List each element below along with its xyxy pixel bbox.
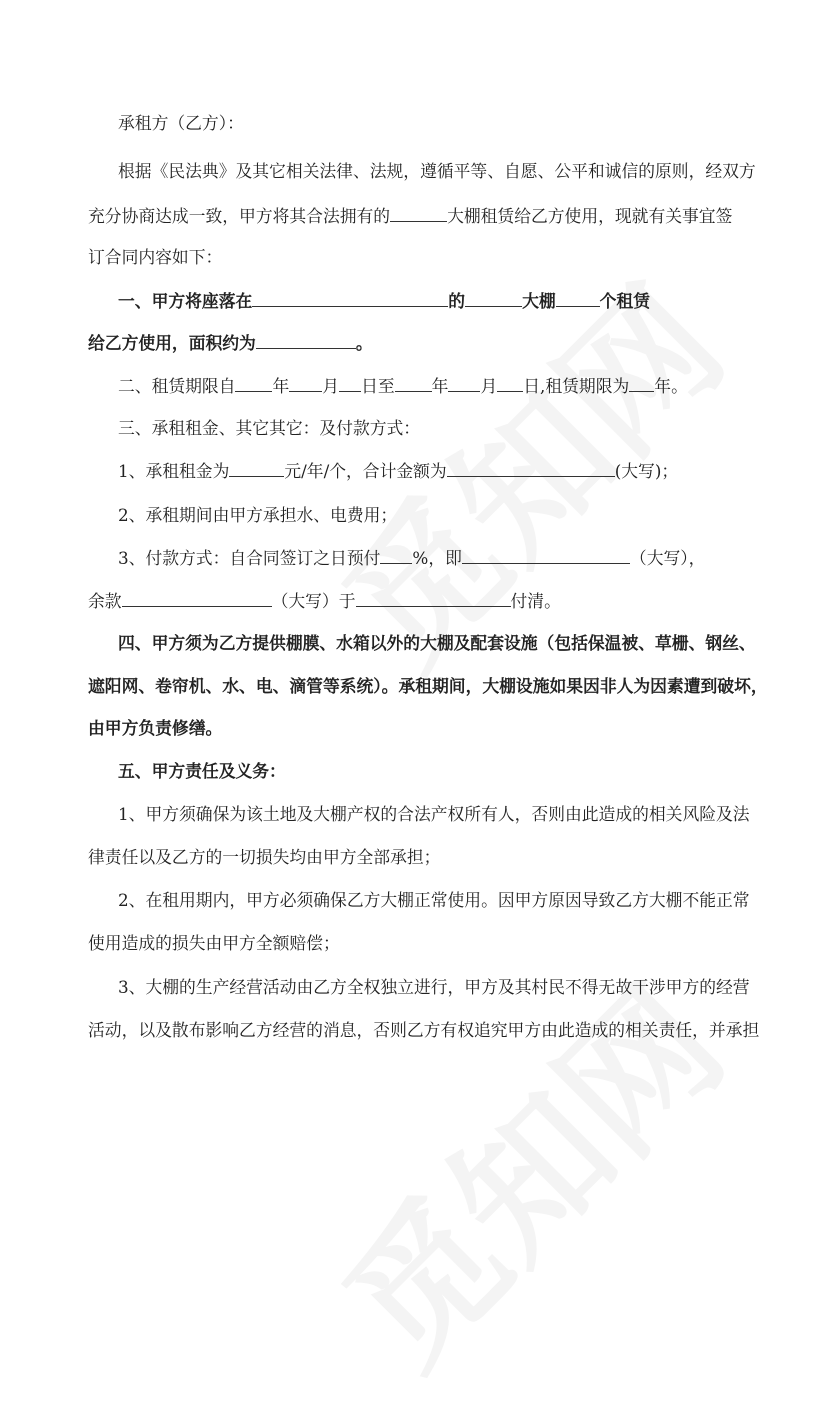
text: 订合同内容如下： (88, 247, 223, 267)
text: 四、甲方须为乙方提供棚膜、水箱以外的大棚及配套设施（包括保温被、草栅、钢丝、 (118, 633, 756, 653)
text: 1、承租租金为 (118, 461, 230, 481)
clause-4 (88, 675, 768, 697)
clause-5-1 (88, 846, 440, 868)
clause-3-heading (118, 417, 420, 439)
type-field[interactable] (465, 289, 522, 307)
preamble-line (88, 204, 732, 227)
rent-field[interactable] (229, 459, 284, 477)
text: 付清。 (510, 591, 561, 611)
text: 元/年/个，合计金额为 (284, 461, 447, 481)
prepay-percent-field[interactable] (380, 546, 412, 564)
clause-1 (118, 289, 650, 312)
text: 使用造成的损失由甲方全额赔偿； (88, 933, 340, 953)
text: 2、在租用期内，甲方必须确保乙方大棚正常使用。因甲方原因导致乙方大棚不能正常 (118, 890, 750, 910)
text: 3、大棚的生产经营活动由乙方全权独立进行，甲方及其村民不得无故干涉甲方的经营 (118, 977, 750, 997)
text: 承租方（乙方）： (118, 113, 244, 133)
text: 。 (355, 333, 373, 353)
clause-5-1 (118, 803, 750, 825)
preamble-line (118, 160, 756, 182)
text: 个租赁 (599, 291, 650, 311)
clause-4 (118, 632, 756, 654)
text: 活动，以及散布影响乙方经营的消息，否则乙方有权追究甲方由此造成的相关责任，并承担 (88, 1020, 760, 1040)
clause-3-2 (118, 504, 397, 526)
text: (大写)； (614, 461, 679, 481)
text: 大棚租赁给乙方使用，现就有关事宜签 (447, 206, 733, 226)
lessee-line (118, 112, 244, 134)
balance-field[interactable] (122, 589, 272, 607)
term-years-field[interactable] (629, 374, 654, 392)
text: 年 (431, 376, 449, 396)
text: （大写）于 (271, 591, 356, 611)
text: 月 (322, 376, 340, 396)
clause-5-3 (88, 1019, 759, 1041)
text: 1、甲方须确保为该土地及大棚产权的合法产权所有人，否则由此造成的相关风险及法 (118, 804, 750, 824)
clause-3-1 (118, 459, 678, 482)
total-amount-field[interactable] (447, 459, 615, 477)
text: 给乙方使用，面积约为 (88, 333, 256, 353)
blank-field[interactable] (390, 204, 447, 222)
prepay-amount-field[interactable] (462, 546, 630, 564)
text: 二、租赁期限自 (118, 376, 236, 396)
balance-date-field[interactable] (356, 589, 511, 607)
preamble-line (88, 246, 222, 268)
area-field[interactable] (256, 331, 356, 349)
start-month-field[interactable] (289, 374, 322, 392)
start-year-field[interactable] (235, 374, 272, 392)
clause-4 (88, 717, 222, 739)
text: %，即 (412, 548, 462, 568)
text: 一、甲方将座落在 (118, 291, 253, 311)
text: 的 (448, 291, 466, 311)
clause-3-3 (118, 546, 705, 569)
text: 年。 (654, 376, 688, 396)
clause-5-heading (118, 760, 286, 782)
clause-1 (88, 331, 373, 354)
clause-5-2 (88, 932, 340, 954)
watermark (290, 933, 761, 1403)
text: 月 (480, 376, 498, 396)
end-month-field[interactable] (448, 374, 480, 392)
text: 遮阳网、卷帘机、水、电、滴管等系统）。承租期间，大棚设施如果因非人为因素遭到破坏， (88, 676, 768, 696)
end-year-field[interactable] (395, 374, 432, 392)
text: 律责任以及乙方的一切损失均由甲方全部承担； (88, 847, 441, 867)
text: 余款 (88, 591, 122, 611)
location-field[interactable] (252, 289, 448, 307)
text: 充分协商达成一致，甲方将其合法拥有的 (88, 206, 391, 226)
text: 年 (272, 376, 290, 396)
text: 日至 (361, 376, 395, 396)
end-day-field[interactable] (497, 374, 523, 392)
clause-5-3 (118, 976, 750, 998)
text: 大棚 (522, 291, 556, 311)
text: 日,租赁期限为 (523, 376, 630, 396)
text: 五、甲方责任及义务： (118, 761, 286, 781)
text: （大写）， (629, 548, 706, 568)
clause-5-2 (118, 889, 750, 911)
text: 根据《民法典》及其它相关法律、法规，遵循平等、自愿、公平和诚信的原则，经双方 (118, 161, 756, 181)
count-field[interactable] (556, 289, 600, 307)
text: 三、承租租金、其它其它：及付款方式： (118, 418, 421, 438)
text: 3、付款方式：自合同签订之日预付 (118, 548, 381, 568)
clause-3-3 (88, 589, 561, 612)
text: 2、承租期间由甲方承担水、电费用； (118, 505, 398, 525)
start-day-field[interactable] (339, 374, 361, 392)
text: 由甲方负责修缮。 (88, 718, 223, 738)
clause-2 (118, 374, 688, 397)
